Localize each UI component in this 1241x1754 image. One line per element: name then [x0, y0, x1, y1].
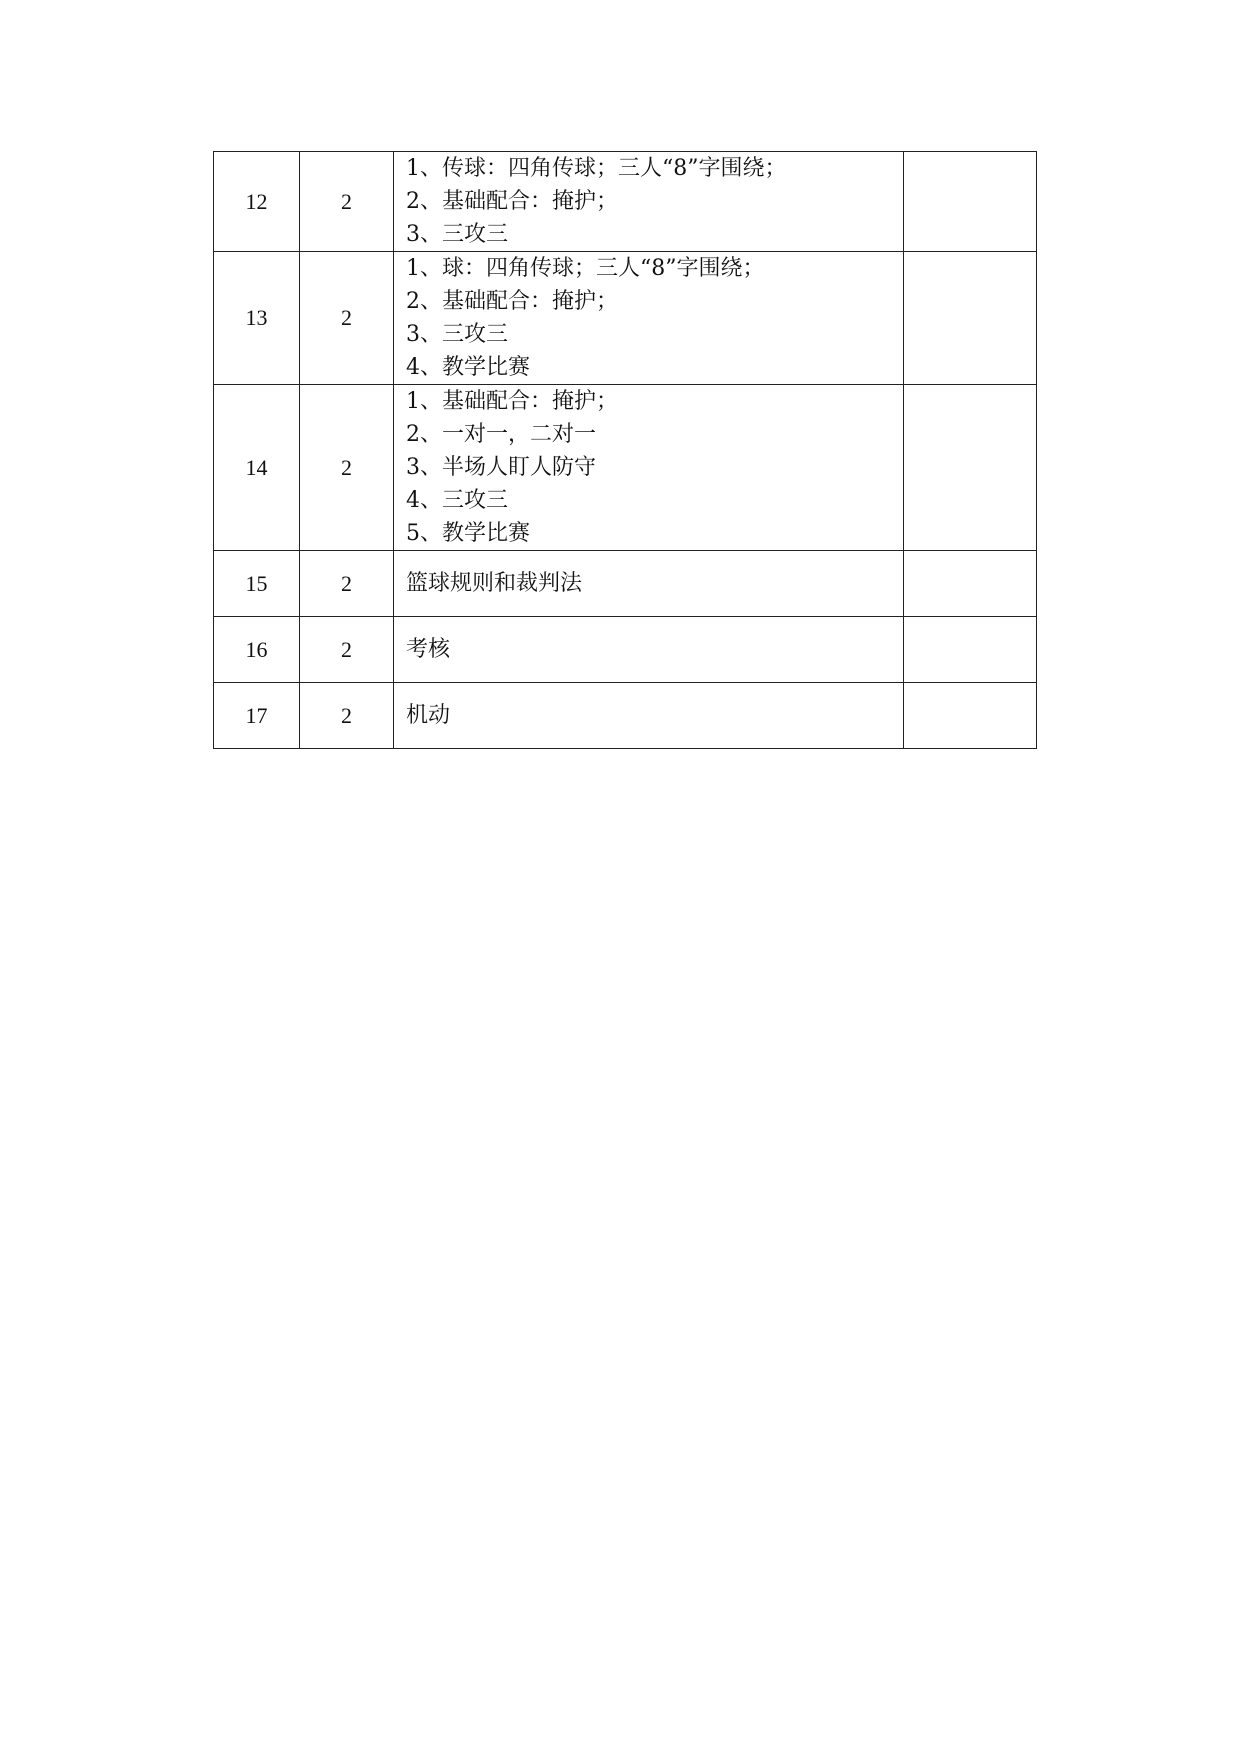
note-cell	[904, 252, 1037, 385]
content-line: 3、三攻三	[406, 222, 508, 247]
note-cell	[904, 683, 1037, 749]
hours-cell: 2	[300, 617, 394, 683]
table-row	[214, 152, 1037, 252]
content-cell	[394, 551, 904, 617]
content-cell	[394, 385, 904, 551]
teaching-schedule-table	[213, 151, 1037, 749]
note-cell	[904, 385, 1037, 551]
content-cell	[394, 617, 904, 683]
content-cell	[394, 252, 904, 385]
week-cell: 16	[214, 617, 300, 683]
content-line: 5、教学比赛	[406, 521, 530, 546]
content-line: 1、传球：四角传球；三人“8”字围绕；	[406, 156, 787, 181]
content-line: 3、三攻三	[406, 322, 508, 347]
content-line: 机动	[406, 702, 451, 728]
table-row	[214, 252, 1037, 385]
content-line: 2、一对一，二对一	[406, 422, 596, 447]
hours-cell: 2	[300, 683, 394, 749]
content-cell	[394, 152, 904, 252]
hours-cell: 2	[300, 385, 394, 551]
note-cell	[904, 551, 1037, 617]
table-row	[214, 683, 1037, 749]
week-cell: 17	[214, 683, 300, 749]
content-line: 考核	[406, 636, 451, 662]
note-cell	[904, 152, 1037, 252]
table-row	[214, 617, 1037, 683]
hours-cell: 2	[300, 152, 394, 252]
week-cell: 15	[214, 551, 300, 617]
note-cell	[904, 617, 1037, 683]
hours-cell: 2	[300, 551, 394, 617]
hours-cell: 2	[300, 252, 394, 385]
content-line: 1、基础配合：掩护；	[406, 389, 618, 414]
content-line: 篮球规则和裁判法	[406, 570, 583, 596]
week-cell: 13	[214, 252, 300, 385]
content-line: 3、半场人盯人防守	[406, 455, 596, 480]
content-line: 4、教学比赛	[406, 355, 530, 380]
table-row	[214, 551, 1037, 617]
week-cell: 14	[214, 385, 300, 551]
content-line: 1、球：四角传球；三人“8”字围绕；	[406, 256, 765, 281]
table-row	[214, 385, 1037, 551]
content-cell	[394, 683, 904, 749]
content-line: 2、基础配合：掩护；	[406, 289, 618, 314]
week-cell: 12	[214, 152, 300, 252]
content-line: 2、基础配合：掩护；	[406, 189, 618, 214]
content-line: 4、三攻三	[406, 488, 508, 513]
